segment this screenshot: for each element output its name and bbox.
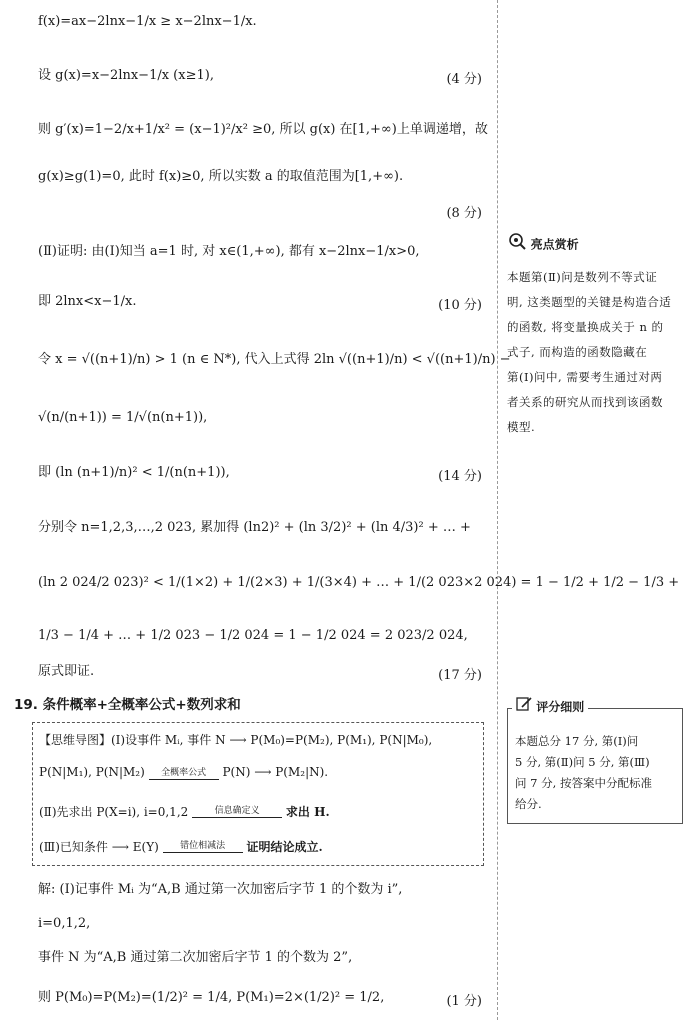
highlight-text: 本题第(Ⅱ)问是数列不等式证 [507,270,658,284]
math-line: 即 (ln (n+1)/n)² < 1/(n(n+1)), [38,465,230,480]
mindmap-text: (Ⅱ)先求出 P(X=i), i=0,1,2 [39,805,189,819]
solution-line: 事件 N 为“A,B 通过第二次加密后字节 1 的个数为 2”, [38,950,353,965]
mindmap-text: P(N|M₁), P(N|M₂) [39,765,145,779]
highlight-text: 第(Ⅰ)问中, 需要考生通过对两 [507,370,663,384]
arrow-label: 信息确定义 [214,806,260,816]
math-line: (Ⅱ)证明: 由(Ⅰ)知当 a=1 时, 对 x∈(1,+∞), 都有 x−2lnx−1/x>0, [38,244,420,259]
math-line: 则 g′(x)=1−2/x+1/x² = (x−1)²/x² ≥0, 所以 g(x) 在[1,+∞)上单调递增，故 [38,122,488,137]
score-label: (10 分) [438,298,482,313]
highlight-text: 式子, 而构造的函数隐藏在 [507,345,648,359]
mindmap-line [39,838,323,855]
math-line: 即 2lnx<x−1/x. [38,294,137,309]
scoring-text: 5 分, 第(Ⅱ)问 5 分, 第(Ⅲ) [515,755,650,769]
math-line: 分别令 n=1,2,3,…,2 023, 累加得 (ln2)² + (ln 3/2)² + (ln 4/3)² + … + [38,520,471,535]
arrow-icon [192,817,282,818]
scoring-panel [507,700,683,824]
score-label: (8 分) [446,206,482,221]
math-line: √(n/(n+1)) = 1/√(n(n+1)), [38,410,208,425]
mindmap-line [39,765,328,780]
math-line: 原式即证. [38,664,95,679]
solution-line: i=0,1,2, [38,916,91,931]
pencil-icon [516,697,532,718]
math-line: 令 x = √((n+1)/n) > 1 (n ∈ N*), 代入上式得 2ln √((n+1)/n) < √((n+1)/n) − [38,352,511,367]
arrow-label: 错位相减法 [180,841,226,851]
highlight-header [507,232,677,259]
score-label: (4 分) [446,72,482,87]
solution-line: 解: (Ⅰ)记事件 Mᵢ 为“A,B 通过第一次加密后字节 1 的个数为 i”, [38,882,403,897]
arrow-icon [163,852,243,853]
scoring-header [512,697,588,718]
highlight-panel [507,232,677,440]
score-label: (1 分) [446,994,482,1009]
mindmap-line: 【思维导图】(Ⅰ)设事件 Mᵢ, 事件 N ⟶ P(M₀)=P(M₂), P(M₁), P(N|M₀), [39,733,433,747]
math-line: g(x)≥g(1)=0, 此时 f(x)≥0, 所以实数 a 的取值范围为[1,+∞). [38,169,404,184]
highlight-text: 的函数, 将变量换成关于 n 的 [507,320,664,334]
highlight-text: 者关系的研究从而找到该函数 [507,395,663,409]
mindmap-line [39,803,330,820]
arrow-icon [149,779,219,780]
section-title: 19. 条件概率+全概率公式+数列求和 [14,697,241,713]
magnifier-icon [507,232,527,259]
mindmap-text: P(N) ⟶ P(M₂|N). [222,765,329,779]
column-divider [497,0,498,1020]
scoring-text: 给分. [515,797,542,811]
math-line: f(x)=ax−2lnx−1/x ≥ x−2lnx−1/x. [38,14,257,29]
mindmap-text: 证明结论成立. [246,840,323,854]
mind-map-box [32,722,484,866]
solution-line: 则 P(M₀)=P(M₂)=(1/2)² = 1/4, P(M₁)=2×(1/2)² = 1/2, [38,990,385,1005]
math-line: 1/3 − 1/4 + … + 1/2 023 − 1/2 024 = 1 − 1/2 024 = 2 023/2 024, [38,628,468,643]
highlight-title: 亮点赏析 [530,237,579,252]
arrow-label: 全概率公式 [161,768,207,778]
mindmap-text: (Ⅲ)已知条件 ⟶ E(Y) [39,840,159,854]
score-label: (17 分) [438,668,482,683]
mindmap-text: 求出 H. [285,805,330,819]
scoring-title: 评分细则 [536,700,585,714]
math-line: (ln 2 024/2 023)² < 1/(1×2) + 1/(2×3) + 1/(3×4) + … + 1/(2 023×2 024) = 1 − 1/2 + 1/2 − 1/3 + [38,575,680,590]
scoring-text: 问 7 分, 按答案中分配标准 [515,776,652,790]
highlight-text: 明, 这类题型的关键是构造合适 [507,295,672,309]
score-label: (14 分) [438,469,482,484]
scoring-text: 本题总分 17 分, 第(Ⅰ)问 [515,734,639,748]
math-line: 设 g(x)=x−2lnx−1/x (x≥1), [38,68,214,83]
highlight-text: 模型. [507,420,536,434]
